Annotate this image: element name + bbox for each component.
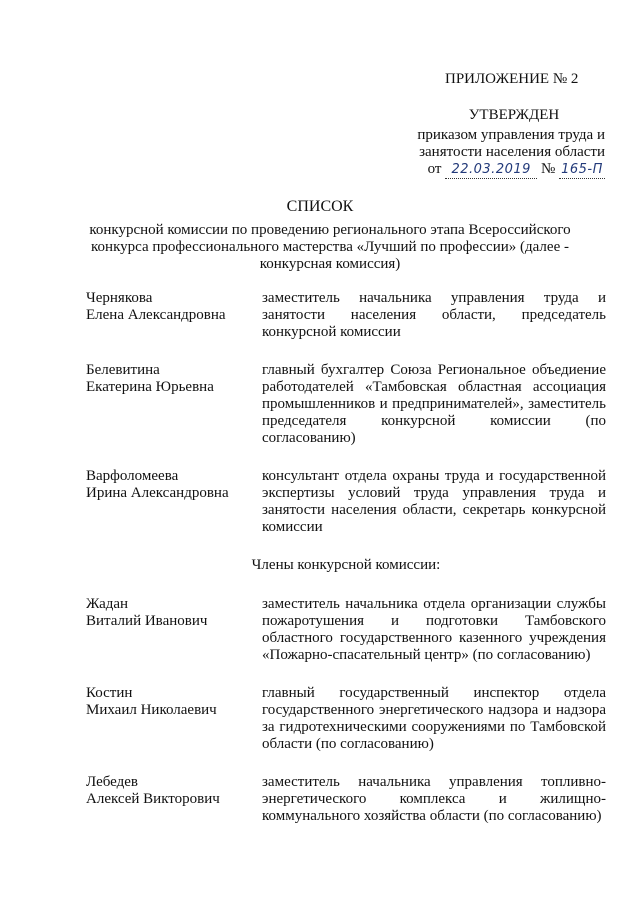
- member-name: [86, 362, 262, 447]
- handwritten-number: 165-П: [559, 161, 605, 179]
- member-role: главный бухгалтер Союза Региональное объедиение работодателей «Тамбовская областная ассоциация промышленников и предпринимателей», заместитель председателя конкурсной комиссии (по согласованию): [262, 362, 606, 446]
- member-given-name: Алексей Викторович: [86, 791, 220, 807]
- list-item: [86, 685, 606, 753]
- list-item: [86, 290, 606, 341]
- members-heading: Члены конкурсной комиссии:: [251, 557, 441, 573]
- list-item: [86, 468, 606, 536]
- list-item: [86, 362, 606, 447]
- member-given-name: Ирина Александровна: [86, 485, 229, 501]
- from-label: от: [427, 161, 442, 177]
- member-name: [86, 290, 262, 341]
- approved-label: УТВЕРЖДЕН: [468, 107, 560, 123]
- member-given-name: Екатерина Юрьевна: [86, 379, 214, 395]
- member-name: [86, 774, 262, 825]
- commission-list: [86, 290, 606, 846]
- member-role: заместитель начальника управления топливно-энергетического комплекса и жилищно-коммунального хозяйства области (по согласованию): [262, 774, 606, 824]
- handwritten-date: 22.03.2019: [445, 161, 537, 179]
- number-label: №: [540, 161, 556, 177]
- member-name: [86, 685, 262, 753]
- appendix-label: ПРИЛОЖЕНИЕ № 2: [445, 71, 579, 87]
- list-title: СПИСОК: [286, 198, 354, 215]
- member-given-name: Виталий Иванович: [86, 613, 208, 629]
- member-surname: Лебедев: [86, 774, 138, 790]
- member-role: заместитель начальника отдела организации службы пожаротушения и подготовки Тамбовского областного государственного казенного учреждения «Пожарно-спасательный центр» (по согласованию): [262, 596, 606, 663]
- order-date-number-row: [385, 161, 605, 179]
- member-surname: Чернякова: [86, 290, 153, 306]
- member-surname: Варфоломеева: [86, 468, 179, 484]
- member-name: [86, 596, 262, 664]
- member-name: [86, 468, 262, 536]
- member-given-name: Михаил Николаевич: [86, 702, 217, 718]
- member-role: консультант отдела охраны труда и государственной экспертизы условий труда управления труда и занятости населения области, секретарь конкурсной комиссии: [262, 468, 606, 535]
- list-item: [86, 774, 606, 825]
- member-surname: Костин: [86, 685, 133, 701]
- member-surname: Белевитина: [86, 362, 160, 378]
- approved-order-line2: занятости населения области: [419, 144, 605, 160]
- approved-order-line1: приказом управления труда и: [417, 127, 605, 143]
- member-role: заместитель начальника управления труда и занятости населения области, председатель конкурсной комиссии: [262, 290, 606, 340]
- member-surname: Жадан: [86, 596, 129, 612]
- approval-block: [385, 107, 605, 179]
- member-role: главный государственный инспектор отдела государственного энергетического надзора и надзора за гидротехническими сооружениями по Тамбовской области (по согласованию): [262, 685, 606, 752]
- list-item: [86, 596, 606, 664]
- list-description: конкурсной комиссии по проведению регионального этапа Всероссийского конкурса профессионального мастерства «Лучший по профессии» (далее - конкурсная комиссия): [89, 222, 571, 272]
- member-given-name: Елена Александровна: [86, 307, 226, 323]
